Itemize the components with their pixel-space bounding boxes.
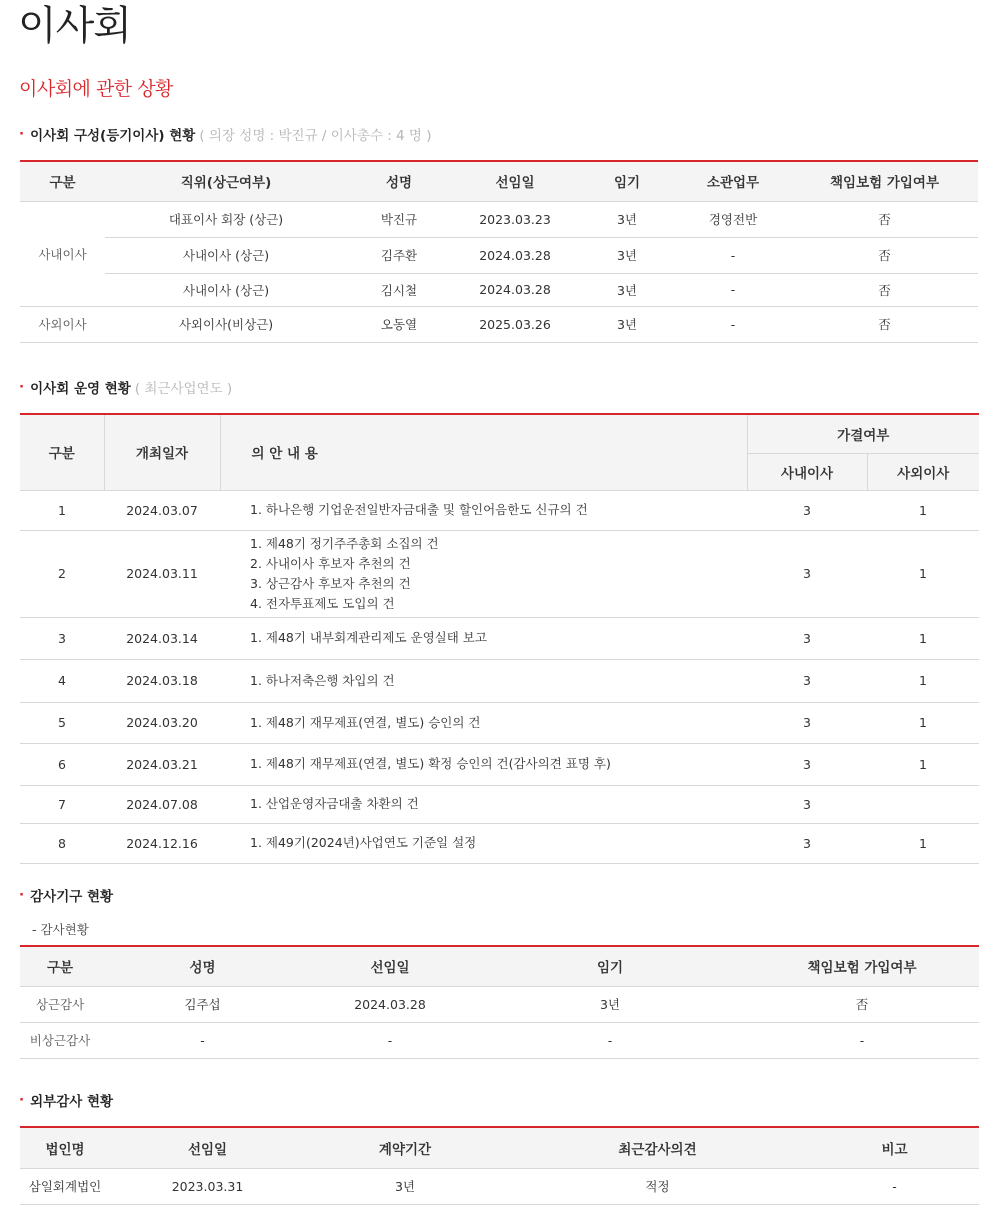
bullet-icon: · xyxy=(19,126,25,142)
inside-director-votes-cell: 3 xyxy=(747,490,867,530)
col-header: 책임보험 가입여부 xyxy=(791,161,978,201)
table-row xyxy=(20,823,979,863)
date-cell: 2024.03.28 xyxy=(305,986,475,1022)
inside-director-votes-cell: 3 xyxy=(747,617,867,659)
name-cell: 김시철 xyxy=(347,273,451,306)
meeting-date-cell: 2024.03.21 xyxy=(104,743,220,785)
meeting-number-cell: 8 xyxy=(20,823,104,863)
board-meetings-title: 이사회 운영 현황 xyxy=(30,381,131,397)
col-header-approval: 가결여부 xyxy=(747,414,979,453)
col-header: 구분 xyxy=(20,414,104,490)
board-meetings-note: ( 최근사업연도 ) xyxy=(134,381,233,397)
table-row xyxy=(20,273,978,306)
bullet-icon: · xyxy=(19,379,25,395)
insurance-cell: 否 xyxy=(791,237,978,273)
col-header: 임기 xyxy=(579,161,675,201)
term-cell: 3년 xyxy=(475,986,745,1022)
insurance-cell: 否 xyxy=(791,306,978,342)
agenda-item: 1. 제48기 정기주주총회 소집의 건 xyxy=(250,535,439,551)
table-row xyxy=(20,986,979,1022)
agenda-item: 1. 하나저축은행 차입의 건 xyxy=(250,672,395,688)
outside-director-votes-cell: 1 xyxy=(867,530,979,617)
agenda-item: 4. 전자투표제도 도입의 건 xyxy=(250,595,395,611)
meeting-date-cell: 2024.03.18 xyxy=(104,659,220,702)
agenda-item: 1. 제49기(2024년)사업연도 기준일 설정 xyxy=(250,835,477,850)
meeting-number-cell: 5 xyxy=(20,702,104,743)
meeting-number-cell: 4 xyxy=(20,659,104,702)
inside-director-votes-cell: 3 xyxy=(747,530,867,617)
position-cell: 사내이사 (상근) xyxy=(105,237,347,273)
insurance-cell: - xyxy=(745,1022,979,1058)
table-row xyxy=(20,201,978,237)
meeting-number-cell: 1 xyxy=(20,490,104,530)
external-audit-heading xyxy=(19,1090,113,1110)
date-cell: 2025.03.26 xyxy=(451,306,579,342)
col-header: 구분 xyxy=(20,946,100,986)
date-cell: 2024.03.28 xyxy=(451,237,579,273)
col-header: 의 안 내 용 xyxy=(220,414,747,490)
name-cell: - xyxy=(100,1022,305,1058)
audit-subheading: - 감사현황 xyxy=(32,922,89,937)
table-header-row xyxy=(20,1127,979,1168)
col-header: 성명 xyxy=(100,946,305,986)
outside-director-votes-cell: 1 xyxy=(867,617,979,659)
table-row xyxy=(20,702,979,743)
table-row xyxy=(20,617,979,659)
table-row xyxy=(20,306,978,342)
name-cell: 오동열 xyxy=(347,306,451,342)
section-title: 이사회에 관한 상황 xyxy=(19,78,173,100)
agenda-item: 1. 제48기 내부회계관리제도 운영실태 보고 xyxy=(250,630,487,645)
remark-cell: - xyxy=(810,1168,979,1204)
agenda-cell xyxy=(220,490,747,530)
external-audit-table xyxy=(20,1126,979,1205)
meeting-number-cell: 3 xyxy=(20,617,104,659)
col-header: 사외이사 xyxy=(867,453,979,490)
agenda-cell xyxy=(220,702,747,743)
opinion-cell: 적정 xyxy=(505,1168,810,1204)
insurance-cell: 否 xyxy=(791,201,978,237)
table-header-row xyxy=(20,161,978,201)
col-header: 비고 xyxy=(810,1127,979,1168)
date-cell: - xyxy=(305,1022,475,1058)
term-cell: - xyxy=(475,1022,745,1058)
duty-cell: - xyxy=(675,237,791,273)
term-cell: 3년 xyxy=(579,273,675,306)
col-header: 선임일 xyxy=(110,1127,305,1168)
position-cell: 사내이사 (상근) xyxy=(105,273,347,306)
position-cell: 사외이사(비상근) xyxy=(105,306,347,342)
agenda-item: 3. 상근감사 후보자 추천의 건 xyxy=(250,575,411,591)
position-cell: 대표이사 회장 (상근) xyxy=(105,201,347,237)
col-header: 개최일자 xyxy=(104,414,220,490)
term-cell: 3년 xyxy=(579,237,675,273)
table-row xyxy=(20,785,979,823)
table-row xyxy=(20,743,979,785)
meeting-number-cell: 6 xyxy=(20,743,104,785)
table-header-row xyxy=(20,946,979,986)
agenda-item: 1. 하나은행 기업운전일반자금대출 및 할인어음한도 신규의 건 xyxy=(250,502,588,517)
agenda-cell xyxy=(220,617,747,659)
table-row xyxy=(20,1168,979,1204)
outside-director-votes-cell: 1 xyxy=(867,743,979,785)
meeting-rows xyxy=(20,490,979,863)
meeting-date-cell: 2024.03.11 xyxy=(104,530,220,617)
board-meetings-table xyxy=(20,413,979,864)
meeting-date-cell: 2024.12.16 xyxy=(104,823,220,863)
board-composition-note: ( 의장 성명 : 박진규 / 이사총수 : 4 명 ) xyxy=(199,128,432,144)
inside-director-votes-cell: 3 xyxy=(747,785,867,823)
bullet-icon: · xyxy=(19,887,25,903)
col-header: 직위(상근여부) xyxy=(105,161,347,201)
table-row xyxy=(20,530,979,617)
duty-cell: 경영전반 xyxy=(675,201,791,237)
outside-director-votes-cell: 1 xyxy=(867,702,979,743)
outside-director-votes-cell: 1 xyxy=(867,490,979,530)
name-cell: 김주섭 xyxy=(100,986,305,1022)
col-header: 임기 xyxy=(475,946,745,986)
table-row xyxy=(20,659,979,702)
date-cell: 2023.03.31 xyxy=(110,1168,305,1204)
audit-heading xyxy=(19,885,113,905)
inside-director-votes-cell: 3 xyxy=(747,702,867,743)
duty-cell: - xyxy=(675,306,791,342)
agenda-item: 1. 제48기 재무제표(연결, 별도) 확정 승인의 건(감사의견 표명 후) xyxy=(250,756,611,771)
outside-director-votes-cell: 1 xyxy=(867,659,979,702)
meeting-date-cell: 2024.03.07 xyxy=(104,490,220,530)
meeting-date-cell: 2024.03.14 xyxy=(104,617,220,659)
outside-director-votes-cell xyxy=(867,785,979,823)
inside-director-votes-cell: 3 xyxy=(747,659,867,702)
firm-name-cell: 삼일회계법인 xyxy=(20,1168,110,1204)
audit-title: 감사기구 현황 xyxy=(30,889,114,905)
col-header: 최근감사의견 xyxy=(505,1127,810,1168)
agenda-cell xyxy=(220,785,747,823)
table-row xyxy=(20,237,978,273)
col-header: 사내이사 xyxy=(747,453,867,490)
board-composition-table xyxy=(20,160,978,343)
table-row xyxy=(20,1022,979,1058)
page-title: 이사회 xyxy=(18,3,131,49)
agenda-item: 1. 제48기 재무제표(연결, 별도) 승인의 건 xyxy=(250,714,481,730)
term-cell: 3년 xyxy=(579,201,675,237)
col-header: 선임일 xyxy=(305,946,475,986)
board-composition-heading xyxy=(19,124,432,144)
col-header: 소관업무 xyxy=(675,161,791,201)
term-cell: 3년 xyxy=(579,306,675,342)
meeting-number-cell: 7 xyxy=(20,785,104,823)
col-header: 성명 xyxy=(347,161,451,201)
agenda-cell xyxy=(220,530,747,617)
date-cell: 2024.03.28 xyxy=(451,273,579,306)
category-cell: 상근감사 xyxy=(20,986,100,1022)
meeting-date-cell: 2024.07.08 xyxy=(104,785,220,823)
col-header: 구분 xyxy=(20,161,105,201)
col-header: 법인명 xyxy=(20,1127,110,1168)
table-row xyxy=(20,490,979,530)
meeting-date-cell: 2024.03.20 xyxy=(104,702,220,743)
bullet-icon: · xyxy=(19,1092,25,1108)
outside-director-votes-cell: 1 xyxy=(867,823,979,863)
agenda-cell xyxy=(220,659,747,702)
table-header-row xyxy=(20,414,979,453)
col-header: 책임보험 가입여부 xyxy=(745,946,979,986)
group-outside-directors: 사외이사 xyxy=(20,306,105,342)
duty-cell: - xyxy=(675,273,791,306)
external-audit-title: 외부감사 현황 xyxy=(30,1094,114,1110)
contract-term-cell: 3년 xyxy=(305,1168,505,1204)
board-meetings-heading xyxy=(19,377,232,397)
date-cell: 2023.03.23 xyxy=(451,201,579,237)
name-cell: 박진규 xyxy=(347,201,451,237)
inside-director-votes-cell: 3 xyxy=(747,743,867,785)
col-header: 선임일 xyxy=(451,161,579,201)
agenda-item: 1. 산업운영자금대출 차환의 건 xyxy=(250,796,419,811)
audit-table xyxy=(20,945,979,1059)
agenda-cell xyxy=(220,743,747,785)
agenda-item: 2. 사내이사 후보자 추천의 건 xyxy=(250,555,411,571)
insurance-cell: 否 xyxy=(745,986,979,1022)
group-inside-directors: 사내이사 xyxy=(20,201,105,306)
insurance-cell: 否 xyxy=(791,273,978,306)
inside-director-votes-cell: 3 xyxy=(747,823,867,863)
name-cell: 김주환 xyxy=(347,237,451,273)
meeting-number-cell: 2 xyxy=(20,530,104,617)
col-header: 계약기간 xyxy=(305,1127,505,1168)
agenda-cell xyxy=(220,823,747,863)
category-cell: 비상근감사 xyxy=(20,1022,100,1058)
board-composition-title: 이사회 구성(등기이사) 현황 xyxy=(30,128,196,144)
